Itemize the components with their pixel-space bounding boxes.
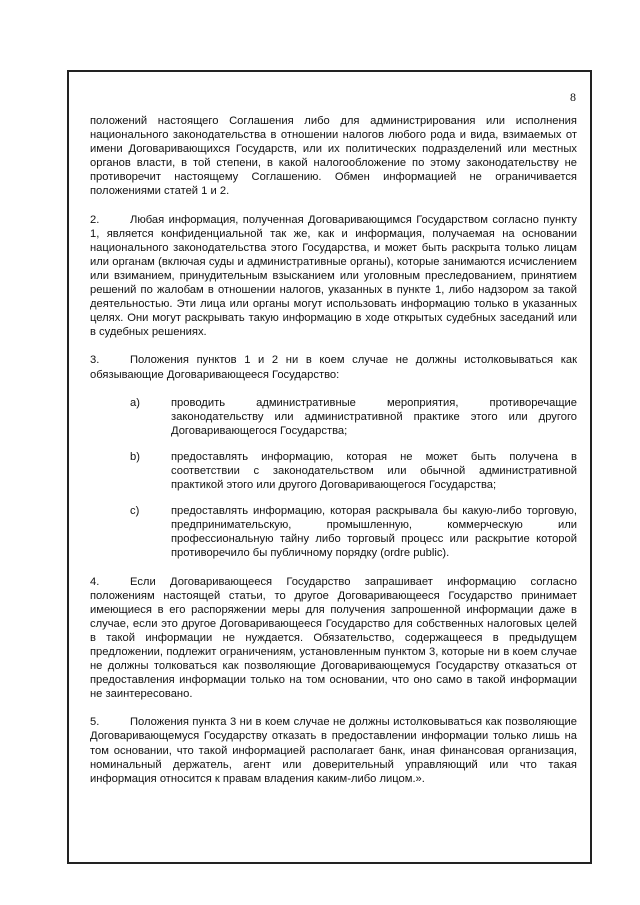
intro-paragraph: положений настоящего Соглашения либо для администрирования или исполнения национального законодательства в отношении налогов любого рода и вида, взимаемых от имени Договаривающихся Государств, или их политических подразделений или местных органов власти, в той степени, в какой налогообложение по этому законодательству не противоречит настоящему Соглашению. Обмен информацией не ограничивается положениями статей 1 и 2. [90,115,577,198]
paragraph-text: Любая информация, полученная Договаривающимся Государством согласно пункту 1, является конфиденциальной так же, как и информация, получаемая на основании национального законодательства этого Государства, и может быть раскрыта только лицам или органам (включая суды и административные органы), которые занимаются исчислением или взиманием, принудительным взысканием или уголовным преследованием, принятием решений по жалобам в отношении налогов, указанных в пункте 1, либо надзором за такой деятельностью. Эти лица или органы могут использовать информацию только в указанных целях. Они могут раскрывать такую информацию в ходе открытых судебных заседаний или в судебных решениях. [90,213,577,339]
sub-item-letter: a) [130,396,140,409]
paragraph-number: 4. [90,575,100,588]
page-frame [67,70,592,864]
sub-item-letter: c) [130,505,140,518]
sub-item-list [90,396,577,561]
paragraph-text: Если Договаривающееся Государство запрашивает информацию согласно положениям настоящей статьи, то другое Договаривающееся Государство принимает имеющиеся в его распоряжении меры для получения запрошенной информации даже в случае, если это другое Договаривающееся Государство для собственных налоговых целей в такой информации не нуждается. Обязательство, содержащееся в предыдущем предложении, подлежит ограничениям, установленным пунктом 3, которые ни в коем случае не должны толковаться как позволяющие Договаривающемуся Государству отказаться от предоставления информации только на том основании, что оно само в такой информации не заинтересовано. [90,575,577,701]
paragraph-number: 5. [90,716,100,729]
paragraph-text: Положения пунктов 1 и 2 ни в коем случае не должны истолковываться как обязывающие Договаривающееся Государство: [90,354,577,381]
sub-item-text: проводить административные мероприятия, противоречащие законодательству или административной практике этого или другого Договаривающегося Государства; [171,396,577,437]
paragraph-5 [90,715,577,785]
paragraph-number: 2. [90,213,100,226]
paragraph-number: 3. [90,354,100,367]
sub-item-text: предоставлять информацию, которая раскрывала бы какую-либо торговую, предпринимательскую, промышленную, коммерческую или профессиональную тайну либо торговый процесс или раскрытие которой противоречило бы публичному порядку (ordre public). [171,505,577,560]
sub-item-a [90,396,577,438]
sub-item-letter: b) [130,450,140,463]
document-body [90,114,577,800]
sub-item-c [90,504,577,560]
sub-item-text: предоставлять информацию, которая не может быть получена в соответствии с законодательством или обычной административной практикой этого или другого Договаривающегося Государства; [171,450,577,492]
paragraph-3 [90,353,577,381]
sub-item-b [90,450,577,492]
paragraph-text: Положения пункта 3 ни в коем случае не должны истолковываться как позволяющие Договаривающемуся Государству отказать в предоставлении информации только лишь на том основании, что такой информацией располагает банк, иная финансовая организация, номинальный держатель, агент или доверительный управляющий или что такая информация относится к правам владения каким-либо лицом.». [90,716,577,785]
paragraph-2 [90,213,577,340]
page-number: 8 [570,90,576,104]
paragraph-4 [90,575,577,702]
